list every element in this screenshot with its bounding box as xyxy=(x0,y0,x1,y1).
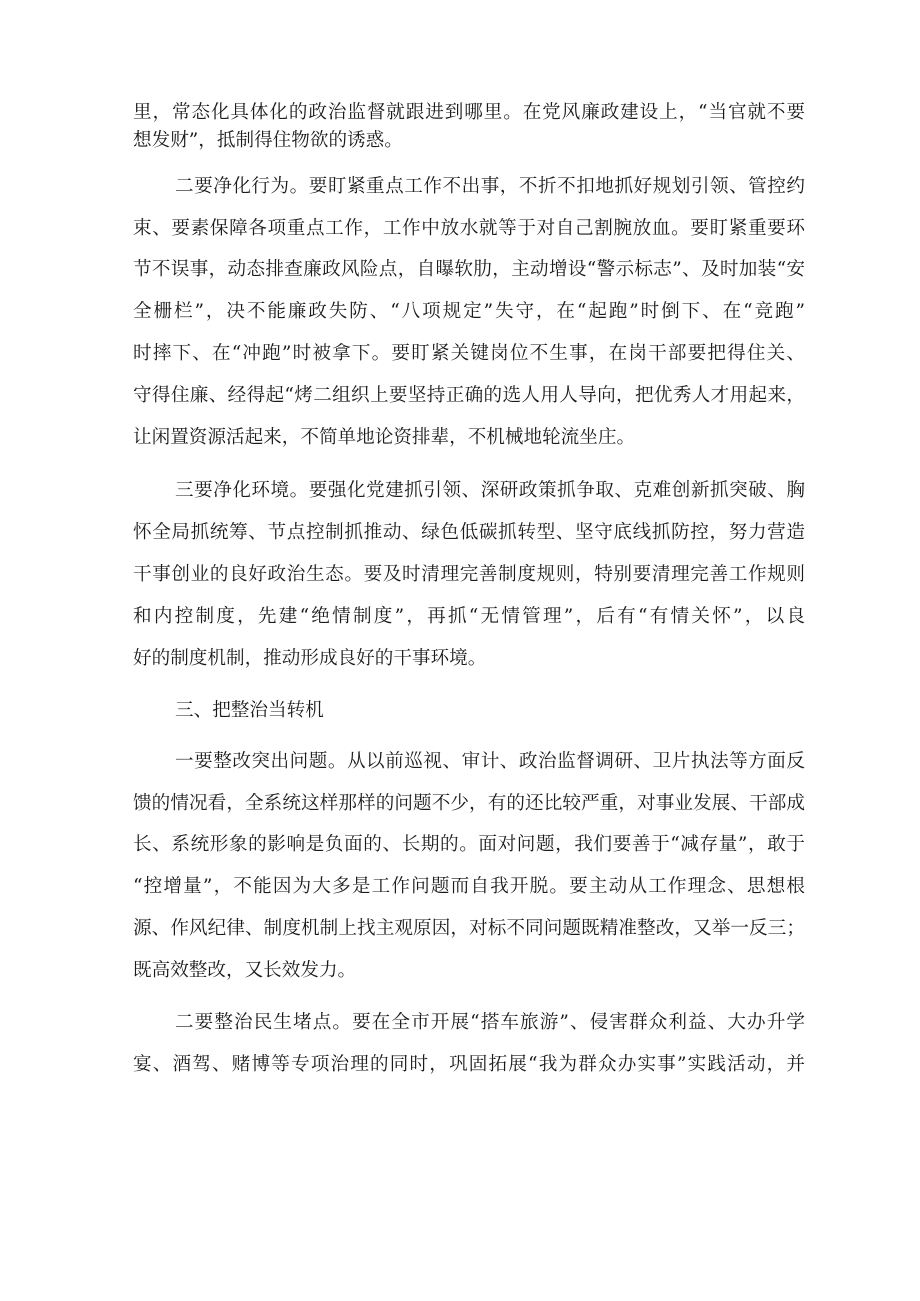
paragraph-3-line-2: 怀全局抓统筹、节点控制抓推动、绿色低碳抓转型、坚守底线抓防控，努力营造 xyxy=(133,522,805,543)
paragraph-2-line-4: 全栅栏”，决不能廉政失防、“八项规定”失守，在“起跑”时倒下、在“竞跑” xyxy=(133,301,805,322)
paragraph-5-line-1: 一要整改突出问题。从以前巡视、审计、政治监督调研、卫片执法等方面反 xyxy=(175,751,805,772)
paragraph-1-line-1: 里，常态化具体化的政治监督就跟进到哪里。在党风廉政建设上，“当官就不要 xyxy=(133,102,805,123)
paragraph-2-line-5: 时摔下、在“冲跑”时被拿下。要盯紧关键岗位不生事，在岗干部要把得住关、 xyxy=(133,343,805,364)
paragraph-2-line-6: 守得住廉、经得起“烤二组织上要坚持正确的选人用人导向，把优秀人才用起来， xyxy=(133,385,805,406)
paragraph-2-line-1: 二要净化行为。要盯紧重点工作不出事，不折不扣地抓好规划引领、管控约 xyxy=(175,176,805,197)
paragraph-3-line-5: 好的制度机制，推动形成良好的干事环境。 xyxy=(133,648,487,669)
paragraph-1-line-2: 想发财”，抵制得住物欲的诱惑。 xyxy=(133,130,403,151)
section-heading: 三、把整治当转机 xyxy=(175,700,324,721)
paragraph-5-line-5: 源、作风纪律、制度机制上找主观原因，对标不同问题既精准整改，又举一反三； xyxy=(133,918,805,939)
paragraph-3-line-3: 干事创业的良好政治生态。要及时清理完善制度规则，特别要清理完善工作规则 xyxy=(133,564,805,585)
paragraph-5-line-6: 既高效整改，又长效发力。 xyxy=(133,960,357,981)
paragraph-6-line-1: 二要整治民生堵点。要在全市开展“搭车旅游”、侵害群众利益、大办升学 xyxy=(175,1012,805,1033)
paragraph-5-line-3: 长、系统形象的影响是负面的、长期的。面对问题，我们要善于“减存量”，敢于 xyxy=(133,834,805,855)
paragraph-3-line-4: 和内控制度，先建“绝情制度”，再抓“无情管理”，后有“有情关怀”，以良 xyxy=(133,606,805,627)
paragraph-5-line-4: “控增量”，不能因为大多是工作问题而自我开脱。要主动从工作理念、思想根 xyxy=(133,876,805,897)
paragraph-2-line-3: 节不误事，动态排查廉政风险点，自曝软肋，主动增设“警示标志”、及时加装“安 xyxy=(133,259,805,280)
paragraph-3-line-1: 三要净化环境。要强化党建抓引领、深研政策抓争取、克难创新抓突破、胸 xyxy=(175,480,805,501)
paragraph-6-line-2: 宴、酒驾、赌博等专项治理的同时，巩固拓展“我为群众办实事”实践活动，并 xyxy=(133,1054,805,1075)
paragraph-5-line-2: 馈的情况看，全系统这样那样的问题不少，有的还比较严重，对事业发展、干部成 xyxy=(133,793,805,814)
paragraph-2-line-7: 让闲置资源活起来，不简单地论资排辈，不机械地轮流坐庄。 xyxy=(133,427,636,448)
paragraph-2-line-2: 束、要素保障各项重点工作，工作中放水就等于对自己割腕放血。要盯紧重要环 xyxy=(133,218,805,239)
